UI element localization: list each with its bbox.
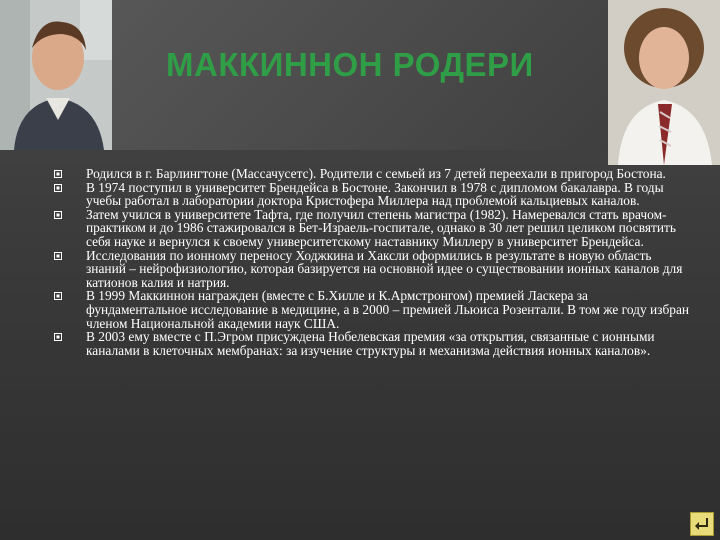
checkbox-square-icon xyxy=(54,211,62,219)
bullet-text: Исследования по ионному переносу Ходжкина и Хаксли оформились в результате в новую область знаний – нейрофизиологию, которая базируется на основной идее о существовании ионных каналов для катионов калия и натрия. xyxy=(86,247,683,290)
return-arrow-icon xyxy=(691,513,713,535)
checkbox-square-icon xyxy=(54,292,62,300)
bullet-item xyxy=(52,249,692,290)
bullet-item xyxy=(52,289,692,330)
portrait-left-image xyxy=(0,0,112,150)
bullet-item xyxy=(52,208,692,249)
bullet-text: В 1974 поступил в университет Брендейса в Бостоне. Закончил в 1978 с дипломом бакалавра. В годы учебы работал в лаборатории доктора Кристофера Миллера над проблемой кальциевых каналов. xyxy=(86,179,664,209)
portrait-right-image xyxy=(608,0,720,165)
checkbox-square-icon xyxy=(54,184,62,192)
slide-title: МАККИННОН РОДЕРИ xyxy=(166,46,534,83)
return-nav-button[interactable] xyxy=(690,512,714,536)
checkbox-square-icon xyxy=(54,333,62,341)
bullet-item xyxy=(52,181,692,208)
bullet-text: В 1999 Маккиннон награжден (вместе с Б.Хилле и К.Армстронгом) премией Ласкера за фундаментальное исследование в медицине, а в 2000 – премией Льюиса Розентали. В том же году избран членом Национальной академии наук США. xyxy=(86,288,690,331)
bullet-text: В 2003 ему вместе с П.Эгром присуждена Нобелевская премия «за открытия, связанные с ионными каналами в клеточных мембранах: за изучение структуры и механизма действия ионных каналов». xyxy=(86,329,655,358)
portrait-photo-left xyxy=(0,0,112,150)
bullet-text: Родился в г. Барлингтоне (Массачусетс). Родители с семьей из 7 детей переехали в пригород Бостона. xyxy=(86,166,666,181)
portrait-photo-right xyxy=(608,0,720,165)
checkbox-square-icon xyxy=(54,252,62,260)
bullet-text: Затем учился в университете Тафта, где получил степень магистра (1982). Намеревался стать врачом-практиком и до 1986 стажировался в Бет-Израель-госпитале, однако в 30 лет решил целиком посвятить себя науке и вернулся к своему университетскому наставнику Миллеру в университет Брендейса. xyxy=(86,206,676,249)
bullet-item xyxy=(52,167,692,181)
bullet-list xyxy=(52,167,692,357)
bullet-item xyxy=(52,330,692,357)
checkbox-square-icon xyxy=(54,170,62,178)
